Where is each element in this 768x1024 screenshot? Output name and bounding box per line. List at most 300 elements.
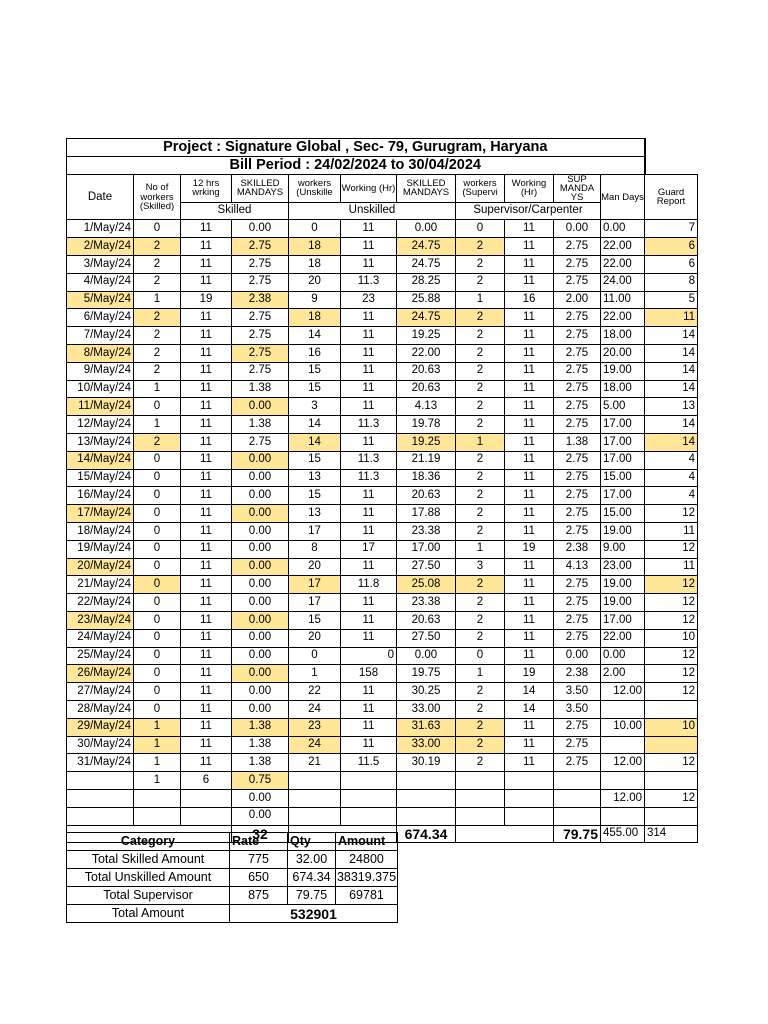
table-row — [67, 683, 698, 701]
cell-unskilled-hours: 158 — [341, 665, 397, 683]
cell-unskilled-workers: 15 — [289, 451, 341, 469]
cell-unskilled-workers — [289, 807, 341, 825]
cell-date: 22/May/24 — [67, 594, 134, 612]
cell-guard-report: 14 — [645, 416, 698, 434]
cell-date — [67, 772, 134, 790]
cell-guard-report: 10 — [645, 718, 698, 736]
cell-guard-report: 12 — [645, 594, 698, 612]
cell-unskilled-hours: 11 — [341, 487, 397, 505]
group-supervisor: Supervisor/Carpenter — [456, 202, 601, 220]
cell-skilled-mandays: 2.75 — [232, 238, 289, 256]
total-skilled: 32 — [232, 825, 289, 843]
cell-unskilled-mandays: 18.36 — [397, 469, 456, 487]
cell-unskilled-mandays: 25.08 — [397, 576, 456, 594]
cell-skilled-hours: 11 — [181, 469, 232, 487]
cell-skilled-mandays: 2.75 — [232, 362, 289, 380]
cell-date: 28/May/24 — [67, 700, 134, 718]
cell-man-days: 19.00 — [601, 522, 645, 540]
cell-skilled-hours: 11 — [181, 576, 232, 594]
cell-date: 23/May/24 — [67, 611, 134, 629]
cell-date — [67, 789, 134, 807]
summary-row — [67, 869, 398, 887]
table-row — [67, 629, 698, 647]
cell-supervisor-mandays: 2.75 — [554, 451, 601, 469]
cell-supervisor-workers: 2 — [456, 700, 505, 718]
cell-skilled-hours: 11 — [181, 451, 232, 469]
cell-unskilled-hours: 11.5 — [341, 754, 397, 772]
cell-unskilled-mandays: 20.63 — [397, 362, 456, 380]
cell-skilled-mandays: 0.00 — [232, 594, 289, 612]
cell-supervisor-workers: 2 — [456, 718, 505, 736]
cell-skilled-hours: 11 — [181, 665, 232, 683]
cell-unskilled-mandays: 20.63 — [397, 380, 456, 398]
cell-unskilled-workers: 8 — [289, 540, 341, 558]
header-man-days: Man Days — [601, 174, 645, 220]
cell-supervisor-workers: 2 — [456, 345, 505, 363]
cell-guard-report — [645, 807, 698, 825]
cell-supervisor-workers: 2 — [456, 327, 505, 345]
cell-supervisor-mandays: 2.75 — [554, 256, 601, 274]
cell-guard-report: 4 — [645, 451, 698, 469]
cell-skilled-mandays: 0.00 — [232, 487, 289, 505]
cell-skilled-hours: 11 — [181, 522, 232, 540]
cell-unskilled-hours: 11.3 — [341, 469, 397, 487]
cell-unskilled-workers: 24 — [289, 700, 341, 718]
cell-unskilled-workers: 20 — [289, 558, 341, 576]
cell-man-days: 22.00 — [601, 256, 645, 274]
cell-unskilled-mandays: 25.88 — [397, 291, 456, 309]
cell-skilled-mandays: 1.38 — [232, 416, 289, 434]
cell-skilled-mandays: 0.00 — [232, 505, 289, 523]
table-row — [67, 256, 698, 274]
cell-man-days: 22.00 — [601, 629, 645, 647]
summary-header-rate: Rate — [230, 833, 288, 851]
cell-supervisor-mandays: 2.75 — [554, 416, 601, 434]
cell-man-days: 15.00 — [601, 505, 645, 523]
summary-total-row — [67, 905, 398, 923]
cell-unskilled-hours: 11 — [341, 309, 397, 327]
cell-man-days: 22.00 — [601, 309, 645, 327]
cell-unskilled-hours: 0 — [341, 647, 397, 665]
cell-skilled-mandays: 0.00 — [232, 665, 289, 683]
cell-date: 13/May/24 — [67, 434, 134, 452]
cell-supervisor-mandays — [554, 772, 601, 790]
summary-rate: 650 — [230, 869, 288, 887]
cell-skilled-hours: 11 — [181, 683, 232, 701]
cell-supervisor-workers: 2 — [456, 362, 505, 380]
cell-unskilled-workers: 3 — [289, 398, 341, 416]
cell-guard-report: 12 — [645, 611, 698, 629]
cell-unskilled-mandays: 19.25 — [397, 434, 456, 452]
cell-skilled-workers: 1 — [134, 736, 181, 754]
cell-supervisor-mandays: 2.75 — [554, 327, 601, 345]
cell-supervisor-hours: 11 — [505, 594, 554, 612]
cell-skilled-workers: 0 — [134, 487, 181, 505]
cell-man-days: 12.00 — [601, 754, 645, 772]
table-row — [67, 558, 698, 576]
cell-unskilled-hours: 11 — [341, 238, 397, 256]
cell-date: 31/May/24 — [67, 754, 134, 772]
cell-supervisor-hours: 14 — [505, 700, 554, 718]
cell-skilled-mandays: 1.38 — [232, 380, 289, 398]
table-row — [67, 718, 698, 736]
cell-guard-report: 14 — [645, 434, 698, 452]
cell-unskilled-workers: 15 — [289, 487, 341, 505]
cell-supervisor-mandays: 2.75 — [554, 718, 601, 736]
cell-date: 25/May/24 — [67, 647, 134, 665]
cell-unskilled-mandays: 27.50 — [397, 629, 456, 647]
cell-guard-report: 12 — [645, 789, 698, 807]
summary-header-category: Category — [67, 833, 230, 851]
table-row — [67, 700, 698, 718]
cell-supervisor-hours: 11 — [505, 380, 554, 398]
cell-man-days: 17.00 — [601, 434, 645, 452]
cell-skilled-mandays: 0.00 — [232, 807, 289, 825]
cell-unskilled-workers: 9 — [289, 291, 341, 309]
cell-unskilled-hours: 11 — [341, 362, 397, 380]
table-row — [67, 398, 698, 416]
cell-unskilled-mandays: 31.63 — [397, 718, 456, 736]
table-row — [67, 220, 698, 238]
cell-skilled-workers: 2 — [134, 238, 181, 256]
cell-unskilled-hours: 11 — [341, 327, 397, 345]
table-row — [67, 273, 698, 291]
cell-skilled-workers: 0 — [134, 629, 181, 647]
cell-skilled-mandays: 2.75 — [232, 273, 289, 291]
cell-skilled-hours: 11 — [181, 594, 232, 612]
cell-unskilled-hours: 11 — [341, 736, 397, 754]
table-row — [67, 611, 698, 629]
cell-skilled-workers: 0 — [134, 398, 181, 416]
cell-unskilled-mandays: 22.00 — [397, 345, 456, 363]
cell-supervisor-mandays: 2.75 — [554, 487, 601, 505]
cell-skilled-hours — [181, 807, 232, 825]
cell-date: 29/May/24 — [67, 718, 134, 736]
cell-skilled-hours: 11 — [181, 256, 232, 274]
cell-guard-report — [645, 772, 698, 790]
cell-supervisor-hours: 11 — [505, 505, 554, 523]
cell-supervisor-hours: 11 — [505, 451, 554, 469]
cell-unskilled-mandays: 21.19 — [397, 451, 456, 469]
header-unskilled-workers: workers (Unskille — [289, 174, 341, 202]
header-supervisor-mandays: SUP MANDA YS — [554, 174, 601, 202]
summary-table — [66, 832, 398, 923]
cell-unskilled-hours — [341, 772, 397, 790]
cell-date: 1/May/24 — [67, 220, 134, 238]
cell-supervisor-hours: 11 — [505, 736, 554, 754]
cell-unskilled-hours: 11 — [341, 718, 397, 736]
table-row — [67, 345, 698, 363]
cell-date: 17/May/24 — [67, 505, 134, 523]
cell-skilled-hours: 6 — [181, 772, 232, 790]
cell-unskilled-hours — [341, 807, 397, 825]
cell-unskilled-mandays: 23.38 — [397, 594, 456, 612]
cell-date: 14/May/24 — [67, 451, 134, 469]
cell-supervisor-workers: 2 — [456, 256, 505, 274]
cell-unskilled-hours: 11 — [341, 505, 397, 523]
cell-supervisor-mandays: 2.75 — [554, 611, 601, 629]
header-date: Date — [67, 174, 134, 220]
cell-supervisor-hours: 11 — [505, 238, 554, 256]
cell-guard-report: 12 — [645, 665, 698, 683]
cell-supervisor-hours: 19 — [505, 665, 554, 683]
cell-skilled-mandays: 2.75 — [232, 345, 289, 363]
cell-date: 18/May/24 — [67, 522, 134, 540]
cell-skilled-workers: 1 — [134, 754, 181, 772]
cell-unskilled-hours: 11.8 — [341, 576, 397, 594]
cell-date: 3/May/24 — [67, 256, 134, 274]
cell-skilled-workers: 0 — [134, 576, 181, 594]
cell-skilled-hours: 11 — [181, 540, 232, 558]
cell-man-days: 11.00 — [601, 291, 645, 309]
cell-supervisor-mandays: 2.75 — [554, 522, 601, 540]
cell-supervisor-workers: 2 — [456, 238, 505, 256]
cell-supervisor-mandays: 2.75 — [554, 754, 601, 772]
cell-supervisor-workers: 2 — [456, 736, 505, 754]
table-row — [67, 238, 698, 256]
cell-skilled-mandays: 0.00 — [232, 540, 289, 558]
cell-unskilled-hours: 11.3 — [341, 416, 397, 434]
cell-unskilled-mandays: 28.25 — [397, 273, 456, 291]
cell-supervisor-workers: 2 — [456, 487, 505, 505]
table-row — [67, 505, 698, 523]
cell-unskilled-mandays: 30.19 — [397, 754, 456, 772]
cell-unskilled-hours: 11 — [341, 398, 397, 416]
cell-supervisor-hours: 11 — [505, 309, 554, 327]
table-row — [67, 522, 698, 540]
group-unskilled: Unskilled — [289, 202, 456, 220]
cell-unskilled-hours: 11 — [341, 611, 397, 629]
cell-guard-report: 11 — [645, 522, 698, 540]
summary-row — [67, 887, 398, 905]
project-title: Project : Signature Global , Sec- 79, Gurugram, Haryana — [67, 139, 645, 157]
cell-man-days: 12.00 — [601, 683, 645, 701]
cell-supervisor-workers: 0 — [456, 220, 505, 238]
cell-date: 30/May/24 — [67, 736, 134, 754]
table-row — [67, 327, 698, 345]
cell-unskilled-workers: 14 — [289, 434, 341, 452]
cell-unskilled-mandays: 27.50 — [397, 558, 456, 576]
cell-supervisor-workers: 2 — [456, 398, 505, 416]
cell-unskilled-workers: 1 — [289, 665, 341, 683]
cell-skilled-mandays: 0.00 — [232, 647, 289, 665]
cell-supervisor-hours: 11 — [505, 469, 554, 487]
cell-guard-report: 14 — [645, 362, 698, 380]
table-row — [67, 416, 698, 434]
cell-skilled-hours: 11 — [181, 700, 232, 718]
cell-supervisor-hours: 11 — [505, 754, 554, 772]
header-unskilled-hours: Working (Hr) — [341, 174, 397, 202]
summary-category: Total Skilled Amount — [67, 851, 230, 869]
cell-unskilled-hours: 11.3 — [341, 451, 397, 469]
cell-guard-report — [645, 700, 698, 718]
cell-skilled-workers: 0 — [134, 522, 181, 540]
cell-man-days: 17.00 — [601, 416, 645, 434]
total-man-days: 455.00 — [601, 825, 645, 843]
cell-supervisor-hours: 11 — [505, 611, 554, 629]
cell-man-days: 22.00 — [601, 238, 645, 256]
cell-unskilled-workers: 0 — [289, 647, 341, 665]
cell-supervisor-workers: 2 — [456, 754, 505, 772]
cell-supervisor-workers: 2 — [456, 380, 505, 398]
cell-unskilled-mandays: 24.75 — [397, 238, 456, 256]
cell-date: 27/May/24 — [67, 683, 134, 701]
cell-supervisor-hours — [505, 807, 554, 825]
cell-guard-report: 14 — [645, 327, 698, 345]
cell-guard-report: 12 — [645, 540, 698, 558]
header-supervisor-hours: Working (Hr) — [505, 174, 554, 202]
cell-skilled-mandays: 2.75 — [232, 256, 289, 274]
cell-skilled-hours: 11 — [181, 647, 232, 665]
cell-unskilled-hours: 11 — [341, 434, 397, 452]
summary-header-qty: Qty — [288, 833, 336, 851]
cell-unskilled-workers — [289, 789, 341, 807]
cell-supervisor-mandays: 2.75 — [554, 594, 601, 612]
summary-rate: 775 — [230, 851, 288, 869]
cell-skilled-workers: 1 — [134, 380, 181, 398]
cell-supervisor-mandays — [554, 789, 601, 807]
cell-unskilled-mandays: 33.00 — [397, 700, 456, 718]
cell-skilled-workers: 1 — [134, 718, 181, 736]
cell-skilled-workers: 0 — [134, 665, 181, 683]
cell-skilled-hours: 11 — [181, 736, 232, 754]
cell-supervisor-mandays: 2.75 — [554, 238, 601, 256]
table-row — [67, 789, 698, 807]
cell-unskilled-hours: 11 — [341, 522, 397, 540]
cell-skilled-hours: 11 — [181, 754, 232, 772]
cell-unskilled-hours: 11 — [341, 700, 397, 718]
cell-unskilled-mandays: 0.00 — [397, 647, 456, 665]
summary-amount: 69781 — [336, 887, 398, 905]
cell-supervisor-workers: 2 — [456, 416, 505, 434]
cell-unskilled-mandays: 20.63 — [397, 487, 456, 505]
cell-skilled-workers: 2 — [134, 256, 181, 274]
cell-skilled-mandays: 0.00 — [232, 220, 289, 238]
cell-unskilled-workers: 13 — [289, 505, 341, 523]
cell-supervisor-hours: 11 — [505, 327, 554, 345]
cell-unskilled-workers: 17 — [289, 576, 341, 594]
cell-skilled-hours — [181, 789, 232, 807]
cell-guard-report: 8 — [645, 273, 698, 291]
cell-supervisor-hours: 11 — [505, 416, 554, 434]
cell-skilled-workers: 2 — [134, 309, 181, 327]
cell-guard-report: 12 — [645, 754, 698, 772]
cell-supervisor-hours: 16 — [505, 291, 554, 309]
cell-supervisor-hours: 11 — [505, 273, 554, 291]
cell-guard-report: 11 — [645, 309, 698, 327]
cell-supervisor-workers — [456, 772, 505, 790]
cell-skilled-hours: 11 — [181, 505, 232, 523]
cell-guard-report: 6 — [645, 256, 698, 274]
summary-qty: 79.75 — [288, 887, 336, 905]
cell-supervisor-hours: 11 — [505, 647, 554, 665]
header-guard-report: Guard Report — [645, 174, 698, 220]
table-row — [67, 362, 698, 380]
cell-supervisor-workers: 1 — [456, 434, 505, 452]
cell-supervisor-hours: 11 — [505, 487, 554, 505]
table-row — [67, 576, 698, 594]
cell-skilled-workers: 2 — [134, 434, 181, 452]
cell-guard-report — [645, 736, 698, 754]
cell-supervisor-hours — [505, 772, 554, 790]
cell-man-days — [601, 736, 645, 754]
cell-skilled-hours: 11 — [181, 220, 232, 238]
cell-skilled-workers — [134, 807, 181, 825]
cell-skilled-hours: 11 — [181, 273, 232, 291]
table-row — [67, 594, 698, 612]
cell-unskilled-workers: 17 — [289, 594, 341, 612]
cell-man-days — [601, 772, 645, 790]
cell-supervisor-mandays: 3.50 — [554, 700, 601, 718]
cell-supervisor-mandays: 2.38 — [554, 665, 601, 683]
cell-guard-report: 13 — [645, 398, 698, 416]
cell-skilled-workers: 2 — [134, 362, 181, 380]
cell-supervisor-hours: 11 — [505, 629, 554, 647]
cell-skilled-workers: 0 — [134, 505, 181, 523]
cell-unskilled-workers: 15 — [289, 611, 341, 629]
cell-supervisor-mandays: 2.00 — [554, 291, 601, 309]
cell-skilled-mandays: 2.75 — [232, 434, 289, 452]
cell-unskilled-workers: 20 — [289, 273, 341, 291]
cell-supervisor-mandays: 3.50 — [554, 683, 601, 701]
cell-skilled-workers: 2 — [134, 345, 181, 363]
cell-supervisor-hours: 11 — [505, 434, 554, 452]
cell-skilled-mandays: 0.00 — [232, 789, 289, 807]
cell-skilled-mandays: 0.00 — [232, 398, 289, 416]
cell-supervisor-mandays: 2.75 — [554, 398, 601, 416]
cell-skilled-hours: 19 — [181, 291, 232, 309]
cell-man-days: 10.00 — [601, 718, 645, 736]
cell-skilled-hours: 11 — [181, 380, 232, 398]
header-skilled-mandays: SKILLED MANDAYS — [232, 174, 289, 202]
cell-man-days: 19.00 — [601, 594, 645, 612]
cell-unskilled-hours: 11 — [341, 683, 397, 701]
cell-unskilled-mandays — [397, 789, 456, 807]
table-row — [67, 309, 698, 327]
cell-skilled-mandays: 0.75 — [232, 772, 289, 790]
cell-man-days: 17.00 — [601, 451, 645, 469]
cell-supervisor-workers: 1 — [456, 540, 505, 558]
cell-guard-report: 4 — [645, 469, 698, 487]
cell-unskilled-hours: 11 — [341, 220, 397, 238]
cell-skilled-hours: 11 — [181, 238, 232, 256]
cell-unskilled-workers: 14 — [289, 327, 341, 345]
cell-supervisor-workers: 3 — [456, 558, 505, 576]
cell-unskilled-workers: 22 — [289, 683, 341, 701]
cell-date: 4/May/24 — [67, 273, 134, 291]
cell-unskilled-workers: 15 — [289, 380, 341, 398]
cell-man-days: 23.00 — [601, 558, 645, 576]
cell-guard-report: 5 — [645, 291, 698, 309]
cell-unskilled-hours: 11 — [341, 380, 397, 398]
cell-skilled-mandays: 1.38 — [232, 736, 289, 754]
cell-unskilled-workers: 21 — [289, 754, 341, 772]
cell-skilled-workers: 0 — [134, 647, 181, 665]
cell-skilled-hours: 11 — [181, 416, 232, 434]
cell-supervisor-hours: 11 — [505, 718, 554, 736]
cell-supervisor-mandays: 0.00 — [554, 220, 601, 238]
cell-skilled-hours: 11 — [181, 398, 232, 416]
cell-supervisor-mandays: 2.75 — [554, 469, 601, 487]
cell-supervisor-mandays: 2.75 — [554, 505, 601, 523]
cell-man-days: 15.00 — [601, 469, 645, 487]
cell-skilled-workers: 0 — [134, 683, 181, 701]
cell-supervisor-mandays: 2.75 — [554, 576, 601, 594]
cell-supervisor-hours: 11 — [505, 558, 554, 576]
attendance-table — [66, 138, 698, 843]
cell-skilled-workers: 1 — [134, 291, 181, 309]
cell-unskilled-mandays: 24.75 — [397, 256, 456, 274]
